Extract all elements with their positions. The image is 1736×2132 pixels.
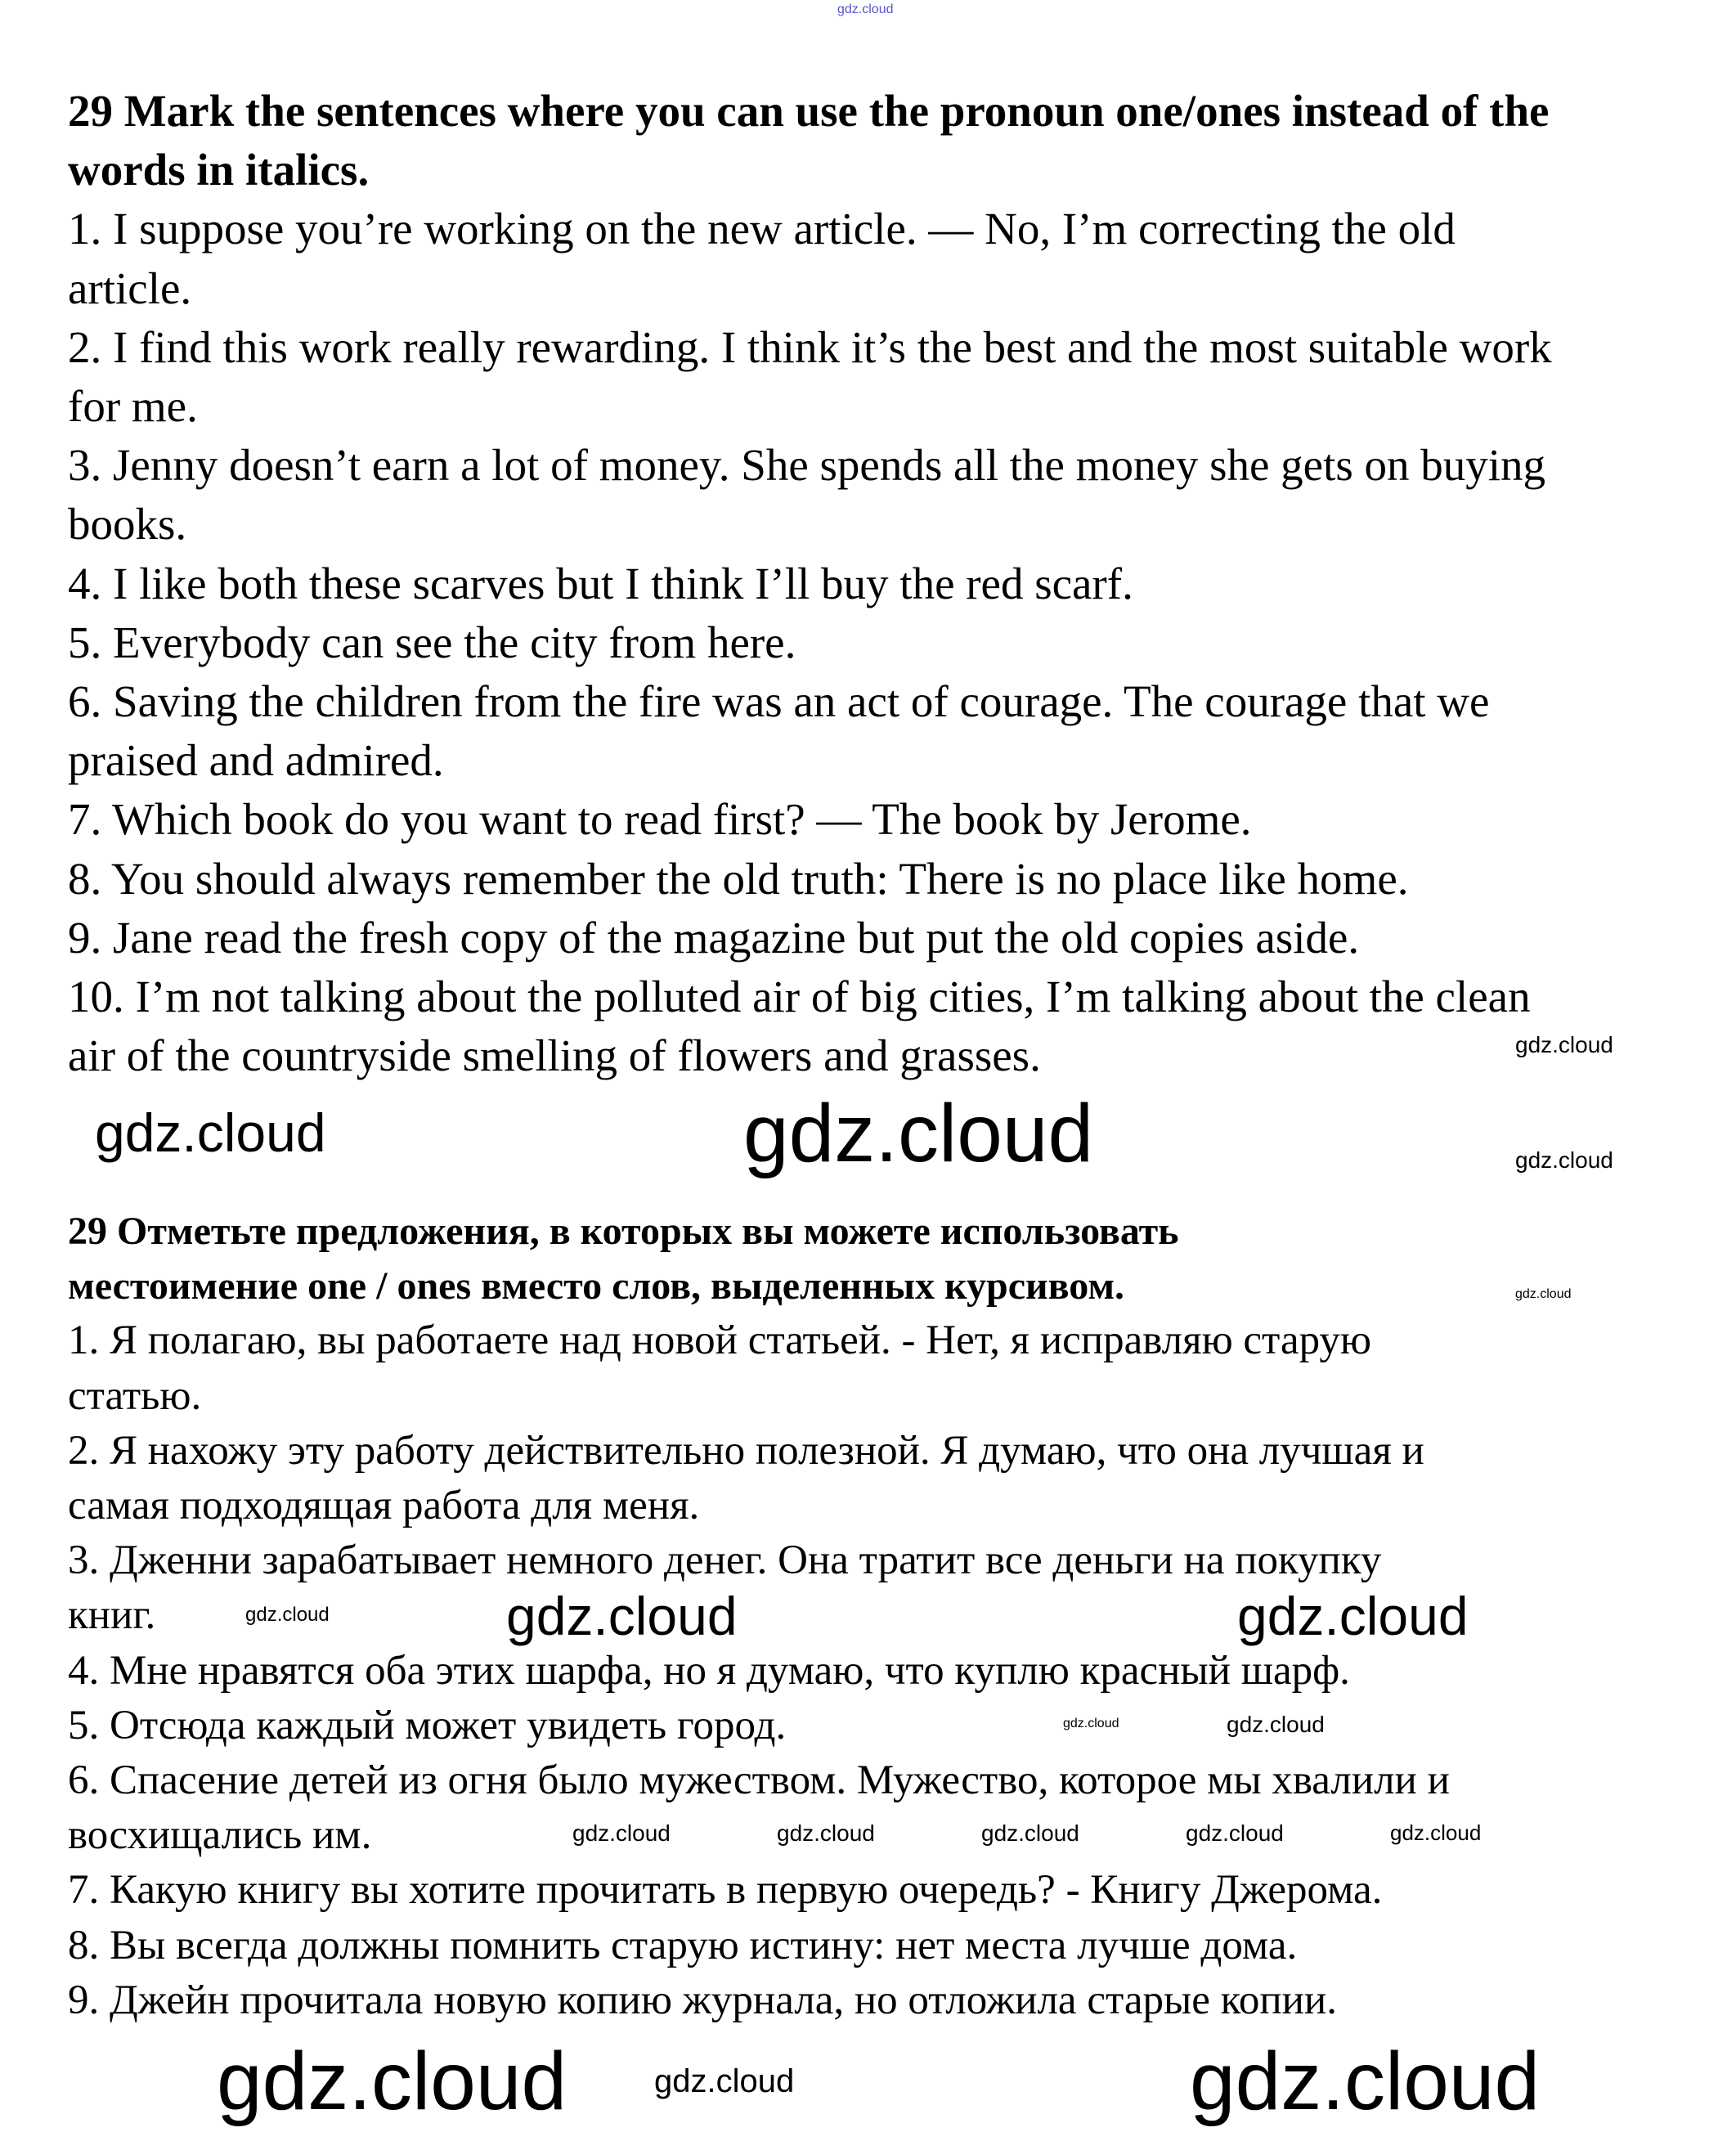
exercise-heading: words in italics. <box>68 145 370 195</box>
sentence-line: praised and admired. <box>68 735 444 786</box>
watermark: gdz.cloud <box>1190 2035 1541 2127</box>
watermark: gdz.cloud <box>245 1604 330 1626</box>
sentence-line: article. <box>68 263 192 313</box>
translation-heading: местоимение one / ones вместо слов, выделенных курсивом. <box>68 1264 1125 1308</box>
sentence-line: for me. <box>68 381 198 432</box>
watermark: gdz.cloud <box>1237 1586 1469 1646</box>
watermark: gdz.cloud <box>1063 1717 1119 1730</box>
watermark: gdz.cloud <box>777 1820 875 1846</box>
sentence-line: книг. <box>68 1592 156 1639</box>
watermark: gdz.cloud <box>654 2063 795 2099</box>
sentence-line: 1. Я полагаю, вы работаете над новой статьей. - Нет, я исправляю старую <box>68 1317 1372 1364</box>
watermark: gdz.cloud <box>506 1586 738 1646</box>
sentence-line: air of the countryside smelling of flowers and grasses. <box>68 1030 1041 1081</box>
watermark: gdz.cloud <box>217 2035 567 2127</box>
sentence-line: 4. Мне нравятся оба этих шарфа, но я думаю, что куплю красный шарф. <box>68 1647 1350 1694</box>
sentence-line: 8. Вы всегда должны помнить старую истину: нет места лучше дома. <box>68 1922 1298 1968</box>
sentence-line: 3. Дженни зарабатывает немного денег. Она тратит все деньги на покупку <box>68 1537 1382 1584</box>
sentence-line: 3. Jenny doesn’t earn a lot of money. She spends all the money she gets on buying <box>68 440 1546 491</box>
sentence-line: 6. Saving the children from the fire was an act of courage. The courage that we <box>68 676 1490 727</box>
watermark: gdz.cloud <box>1515 1032 1613 1057</box>
sentence-line: 10. I’m not talking about the polluted air of big cities, I’m talking about the clean <box>68 972 1531 1022</box>
watermark: gdz.cloud <box>1227 1712 1325 1737</box>
sentence-line: 8. You should always remember the old truth: There is no place like home. <box>68 853 1409 904</box>
english-exercise <box>68 82 1703 1085</box>
sentence-line: 7. Which book do you want to read first? — The book by Jerome. <box>68 794 1252 845</box>
sentence-line: 4. I like both these scarves but I think I’ll buy the red scarf. <box>68 558 1133 608</box>
sentence-line: 9. Джейн прочитала новую копию журнала, но отложила старые копии. <box>68 1977 1337 2023</box>
sentence-line: 1. I suppose you’re working on the new article. — No, I’m correcting the old <box>68 204 1456 254</box>
sentence-line: 6. Спасение детей из огня было мужеством. Мужество, которое мы хвалили и <box>68 1757 1450 1804</box>
watermark: gdz.cloud <box>572 1820 671 1846</box>
watermark: gdz.cloud <box>1390 1820 1482 1845</box>
sentence-line: 9. Jane read the fresh copy of the magazine but put the old copies aside. <box>68 912 1360 963</box>
sentence-line: 5. Отсюда каждый может увидеть город. <box>68 1702 787 1748</box>
watermark: gdz.cloud <box>1186 1820 1284 1846</box>
exercise-heading: 29 Mark the sentences where you can use the pronoun one/ones instead of the <box>68 86 1550 136</box>
watermark: gdz.cloud <box>1515 1147 1613 1173</box>
watermark: gdz.cloud <box>743 1088 1094 1179</box>
sentence-line: 2. Я нахожу эту работу действительно полезной. Я думаю, что она лучшая и <box>68 1427 1424 1474</box>
sentence-line: 7. Какую книгу вы хотите прочитать в первую очередь? - Книгу Джерома. <box>68 1867 1383 1914</box>
sentence-line: восхищались им. <box>68 1812 372 1859</box>
sentence-line: статью. <box>68 1372 202 1419</box>
sentence-line: самая подходящая работа для меня. <box>68 1483 700 1529</box>
watermark: gdz.cloud <box>837 2 894 16</box>
sentence-line: books. <box>68 499 187 550</box>
sentence-line: 5. Everybody can see the city from here. <box>68 617 796 667</box>
sentence-line: 2. I find this work really rewarding. I think it’s the best and the most suitable work <box>68 321 1552 372</box>
watermark: gdz.cloud <box>981 1820 1079 1846</box>
watermark: gdz.cloud <box>95 1102 326 1163</box>
translation-heading: 29 Отметьте предложения, в которых вы можете использовать <box>68 1210 1179 1253</box>
watermark: gdz.cloud <box>1515 1287 1572 1301</box>
